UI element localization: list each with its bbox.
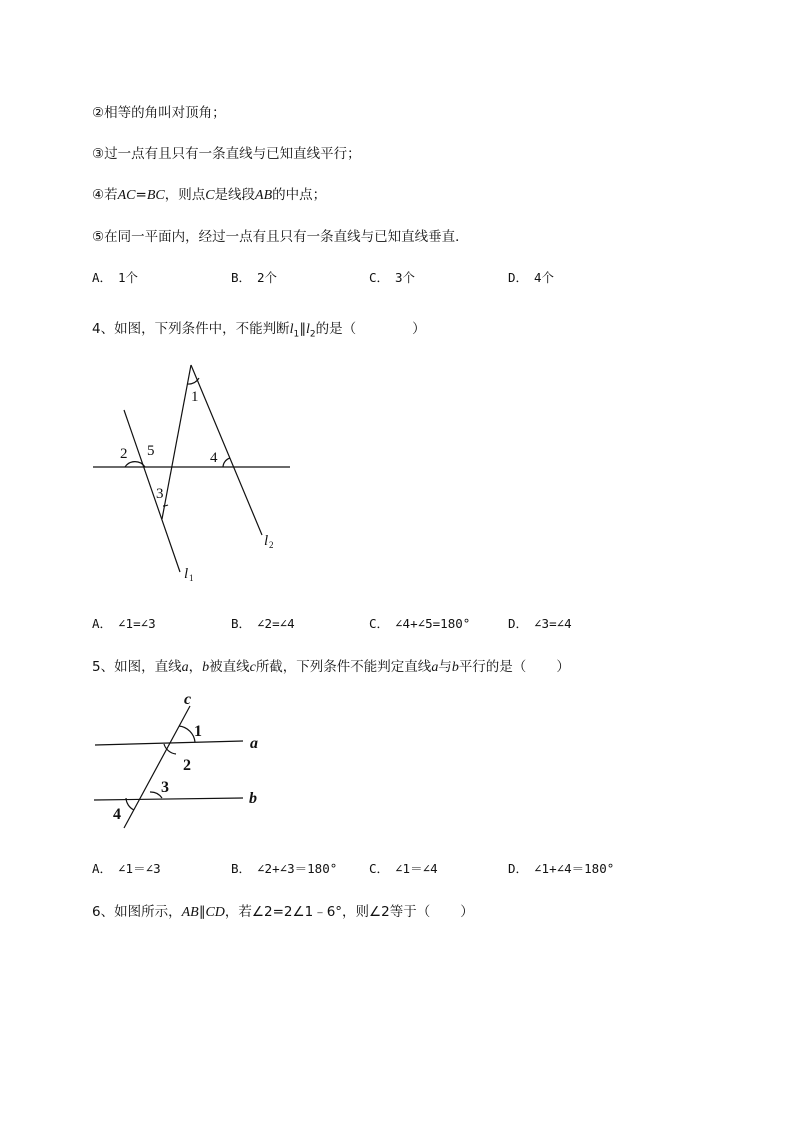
angle-2-arc xyxy=(164,744,176,754)
q3-option-d[interactable]: D． 4个 xyxy=(508,270,555,285)
label-l2: l xyxy=(264,533,269,549)
q4-option-b[interactable]: B． ∠2=∠4 xyxy=(231,616,295,631)
slant-line xyxy=(162,365,191,519)
label-angle-4: 4 xyxy=(210,450,218,466)
label-line-a: a xyxy=(250,735,258,752)
label-angle-2: 2 xyxy=(120,446,128,462)
label-line-b: b xyxy=(249,790,257,807)
statement-4: ④若AC=BC，则点C是线段AB的中点； xyxy=(92,187,327,203)
q5-stem: 5、如图，直线a，b被直线c所截，下列条件不能判定直线a与b平行的是（ ） xyxy=(92,659,570,675)
label-angle-5: 5 xyxy=(147,443,155,459)
angle-3-arc xyxy=(163,505,168,506)
label-angle-3: 3 xyxy=(156,486,164,502)
angle-4-arc xyxy=(223,458,230,467)
label-l1: l xyxy=(184,566,189,582)
q3-option-a[interactable]: A． 1个 xyxy=(92,270,139,285)
q5-option-c[interactable]: C． ∠1＝∠4 xyxy=(369,861,438,876)
angle-1-arc xyxy=(179,726,195,742)
q4-option-a[interactable]: A． ∠1=∠3 xyxy=(92,616,156,631)
statement-5: ⑤在同一平面内，经过一点有且只有一条直线与已知直线垂直． xyxy=(92,229,469,245)
line-l2 xyxy=(191,365,262,535)
label-angle-1: 1 xyxy=(191,389,199,405)
q3-option-b[interactable]: B． 2个 xyxy=(231,270,278,285)
q4-option-c[interactable]: C． ∠4+∠5=180° xyxy=(369,616,471,631)
q5-option-d[interactable]: D． ∠1+∠4＝180° xyxy=(508,861,615,876)
q4-options xyxy=(92,614,652,634)
label-angle-2: 2 xyxy=(183,757,191,774)
line-b xyxy=(94,798,243,800)
q4-option-d[interactable]: D． ∠3=∠4 xyxy=(508,616,572,631)
q3-options xyxy=(92,268,652,288)
q5-option-a[interactable]: A． ∠1＝∠3 xyxy=(92,861,161,876)
q5-options xyxy=(92,859,652,879)
line-l1 xyxy=(124,410,180,572)
label-l1-sub: 1 xyxy=(189,573,194,583)
q5-option-b[interactable]: B． ∠2+∠3＝180° xyxy=(231,861,338,876)
q4-figure xyxy=(88,358,298,588)
statement-3: ③过一点有且只有一条直线与已知直线平行； xyxy=(92,146,361,162)
statement-2: ②相等的角叫对顶角； xyxy=(92,105,226,121)
q5-figure xyxy=(88,688,278,838)
label-angle-1: 1 xyxy=(194,723,202,740)
label-angle-4: 4 xyxy=(113,806,121,823)
label-angle-3: 3 xyxy=(161,779,169,796)
q3-option-c[interactable]: C． 3个 xyxy=(369,270,416,285)
q6-stem: 6、如图所示，AB∥CD，若∠2=2∠1﹣6°，则∠2等于（ ） xyxy=(92,904,474,920)
label-l2-sub: 2 xyxy=(269,540,274,550)
label-line-c: c xyxy=(184,691,192,708)
q4-stem: 4、如图，下列条件中，不能判断$l_1\parallel l_2$的是（ ） xyxy=(92,321,426,340)
